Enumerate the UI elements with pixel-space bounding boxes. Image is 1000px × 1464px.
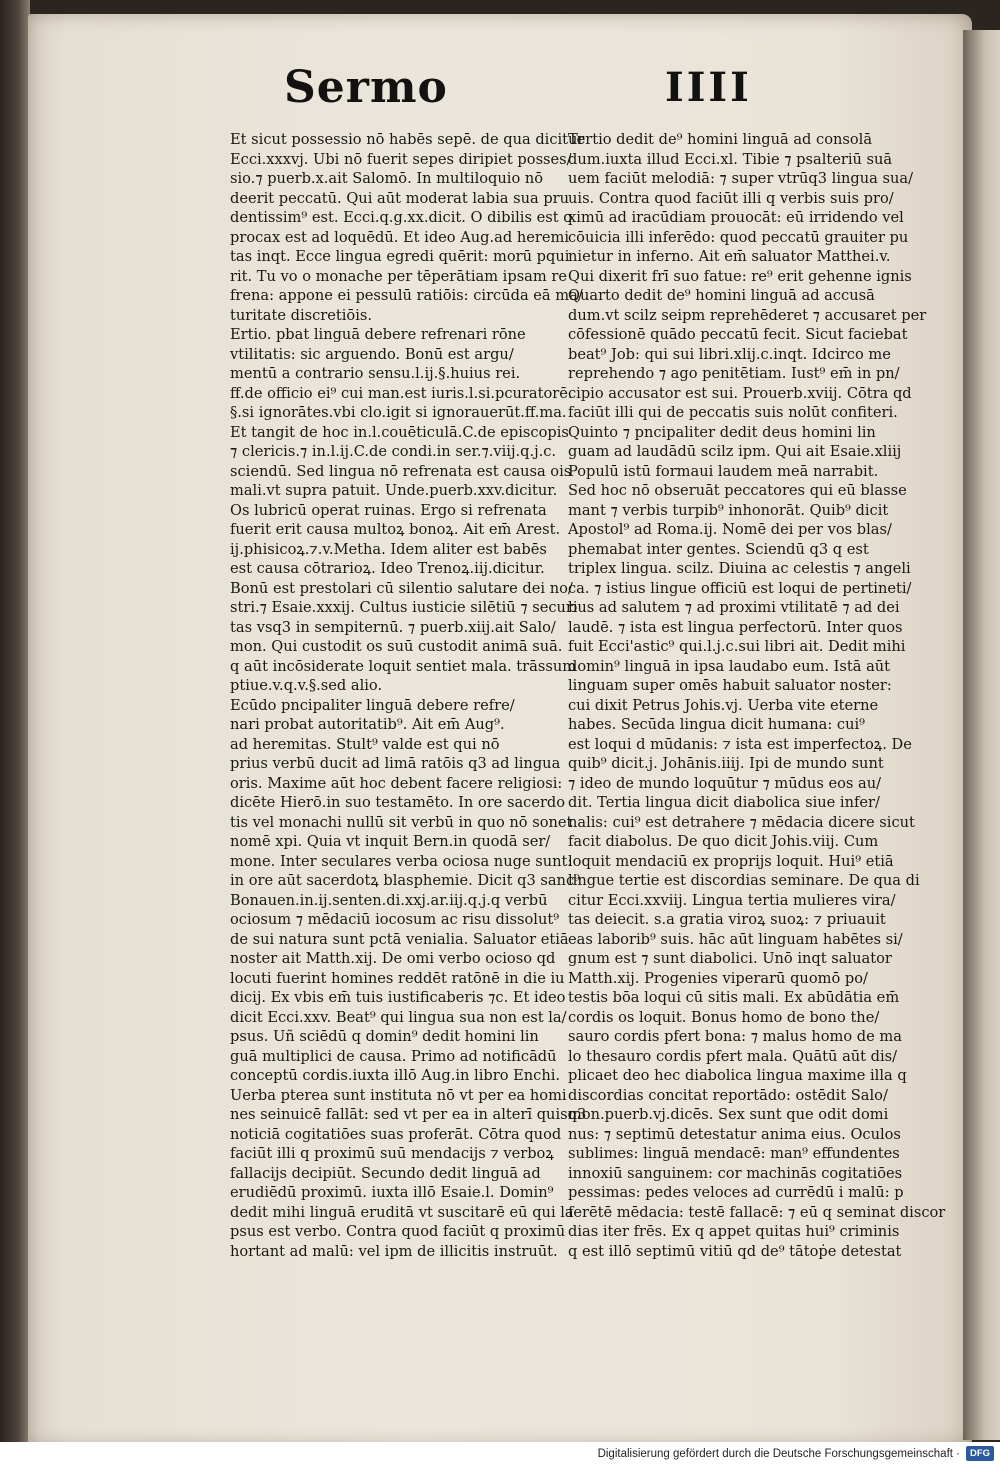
text-line: loquit mendaciū ex proprijs loquit. Hui⁹ etiā: [568, 852, 894, 870]
text-line: uem faciūt melodiā: ⁊ super vtrūq3 lingua sua/: [568, 170, 913, 187]
text-line: Bonū est prestolari cū silentio salutare dei no/: [230, 579, 573, 597]
text-line: erudiēdū proximū. iuxta illō Esaie.l. Domin⁹: [230, 1184, 554, 1201]
text-line: Sed hoc nō obseruāt peccatores qui eū blasse: [568, 482, 907, 499]
text-line: faciūt illi q proximū suū mendacijs ⁊ verboꝝ: [230, 1145, 554, 1162]
text-line: facit diabolus. De quo dicit Johis.viij. Cum: [568, 833, 879, 850]
text-column-left: [230, 130, 587, 1261]
text-line: phemabat inter gentes. Sciendū q3 q est: [568, 540, 869, 558]
text-line: Ecci.xxxvj. Ubi nō fuerit sepes diripiet posses/: [230, 150, 572, 168]
text-line: nus: ⁊ septimū detestatur anima eius. Oculos: [568, 1125, 901, 1143]
text-line: mentū a contrario sensu.l.ij.§.huius rei.: [230, 365, 521, 382]
text-line: ff.de officio ei⁹ cui man.est iuris.l.si.pcuratorē.: [230, 384, 573, 402]
text-line: laudē. ⁊ ista est lingua perfectorū. Inter quos: [568, 618, 903, 636]
text-line: dicēte Hierō.in suo testamēto. In ore sacerdo: [230, 794, 566, 811]
text-line: cordis os loquit. Bonus homo de bono the/: [568, 1008, 880, 1026]
text-line: ximū ad iracūdiam prouocāt: eū irridendo vel: [568, 209, 904, 226]
text-line: plicaet deo hec diabolica lingua maxime illa q: [568, 1067, 907, 1084]
text-line: triplex lingua. scilz. Diuina ac celestis ⁊ angeli: [568, 560, 911, 577]
text-line: stri.⁊ Esaie.xxxij. Cultus iusticie silētiū ⁊ securi: [230, 599, 578, 616]
text-line: de sui natura sunt pctā venialia. Saluator etiā: [230, 930, 569, 948]
text-line: fuit Ecci'astic⁹ qui.l.j.c.sui libri ait. Dedit mihi: [568, 638, 906, 655]
text-line: est causa cōtrarioꝝ. Ideo Trenoꝝ.iij.dicitur.: [230, 560, 545, 577]
text-line: q aūt incōsiderate loquit sentiet mala. trāssum: [230, 657, 577, 675]
text-line: cōfessionē quādo peccatū fecit. Sicut faciebat: [568, 326, 908, 343]
text-line: dedit mihi linguā eruditā vt suscitarē eū qui la: [230, 1203, 574, 1221]
text-line: dum.iuxta illud Ecci.xl. Tibie ⁊ psalteriū suā: [568, 150, 893, 168]
text-line: sauro cordis pfert bona: ⁊ malus homo de ma: [568, 1028, 902, 1045]
text-line: q est illō septimū vitiū qd de⁹ tātoṗe detestat: [568, 1242, 902, 1260]
text-line: Os lubricū operat ruinas. Ergo si refrenata: [230, 501, 547, 519]
text-line: Ertio. pbat linguā debere refrenari rōne: [230, 326, 526, 343]
text-line: cōuicia illi inferēdo: quod peccatū grauiter pu: [568, 228, 909, 246]
binding-edge-left: [0, 0, 30, 1464]
text-line: prius verbū ducit ad limā ratōis q3 ad lingua: [230, 755, 561, 772]
running-head: Sermo: [284, 62, 448, 113]
text-line: bus ad salutem ⁊ ad proximi vtilitatē ⁊ ad dei: [568, 599, 900, 616]
text-line: tis vel monachi nullū sit verbū in quo nō sonet: [230, 813, 573, 831]
text-line: nalis: cui⁹ est detrahere ⁊ mēdacia dicere sicut: [568, 813, 915, 831]
text-line: domin⁹ linguā in ipsa laudabo eum. Istā aūt: [568, 657, 891, 675]
text-line: Quarto dedit de⁹ homini linguā ad accusā: [568, 287, 875, 304]
text-line: dicij. Ex vbis em̄ tuis iustificaberis ⁊c. Et ideo: [230, 989, 566, 1006]
text-line: Et tangit de hoc in.l.couēticulā.C.de episcopis: [230, 423, 569, 441]
text-line: linguam super omēs habuit saluator noster:: [568, 677, 892, 694]
text-line: mali.vt supra patuit. Unde.puerb.xxv.dicitur.: [230, 482, 558, 499]
text-line: Et sicut possessio nō habēs sepē. de qua dicitur: [230, 131, 585, 148]
text-line: tas inqt. Ecce lingua egredi quērit: morū pqui: [230, 248, 570, 265]
text-line: cipio accusator est sui. Prouerb.xviij. Cōtra qd: [568, 384, 912, 402]
text-line: dentissim⁹ est. Ecci.q.g.xx.dicit. O dibilis est q: [230, 209, 573, 226]
text-line: gnum est ⁊ sunt diabolici. Unō inqt saluator: [568, 950, 892, 967]
text-line: ⁊ ideo de mundo loquūtur ⁊ mūdus eos au/: [568, 774, 882, 792]
text-line: psus est verbo. Contra quod faciūt q proximū: [230, 1223, 566, 1240]
text-line: nietur in inferno. Ait em̄ saluator Matthei.v.: [568, 248, 891, 265]
text-line: est loqui d mūdanis: ⁊ ista est imperfectoꝝ. De: [568, 735, 912, 753]
binding-edge-right: [963, 30, 1000, 1440]
text-line: frena: appone ei pessulū ratiōis: circūda eā ma/: [230, 287, 583, 304]
text-line: tas vsq3 in sempiternū. ⁊ puerb.xiij.ait Salo/: [230, 618, 556, 636]
text-line: sio.⁊ puerb.x.ait Salomō. In multiloquio nō: [230, 170, 544, 187]
text-line: noster ait Matth.xij. De omi verbo ocioso qd: [230, 950, 556, 967]
text-line: dum.vt scilz seipm reprehēderet ⁊ accusaret per: [568, 306, 927, 324]
text-line: ptiue.v.q.v.§.sed alio.: [230, 677, 383, 694]
text-line: cui dixit Petrus Johis.vj. Uerba vite eterne: [568, 696, 879, 714]
text-line: Tertio dedit de⁹ homini linguā ad consolā: [568, 131, 873, 148]
text-line: sublimes: linguā mendacē: man⁹ effundentes: [568, 1145, 900, 1162]
text-line: dias iter frēs. Ex q appet quitas hui⁹ criminis: [568, 1223, 900, 1240]
text-line: oris. Maxime aūt hoc debent facere religiosi:: [230, 774, 563, 792]
text-line: citur Ecci.xxviij. Lingua tertia mulieres vira/: [568, 891, 896, 909]
text-line: Bonauen.in.ij.senten.di.xxj.ar.iij.q.j.q verbū: [230, 891, 548, 909]
funding-credit: Digitalisierung gefördert durch die Deutsche Forschungsgemeinschaft ·: [597, 1448, 960, 1460]
text-line: nomē xpi. Quia vt inquit Bern.in quodā ser/: [230, 833, 551, 850]
text-line: habes. Secūda lingua dicit humana: cui⁹: [568, 716, 865, 733]
text-line: ociosum ⁊ mēdaciū iocosum ac risu dissolut⁹: [230, 911, 560, 928]
text-line: nari probat autoritatib⁹. Ait em̄ Aug⁹.: [230, 716, 505, 733]
text-line: mant ⁊ verbis turpib⁹ inhonorāt. Quib⁹ dicit: [568, 501, 889, 519]
text-line: Uerba pterea sunt instituta nō vt per ea homi: [230, 1086, 567, 1104]
text-line: uis. Contra quod faciūt illi q verbis suis pro/: [568, 189, 894, 207]
text-line: ferētē mēdacia: testē fallacē: ⁊ eū q seminat discor: [568, 1203, 946, 1221]
text-line: procax est ad loquēdū. Et ideo Aug.ad heremi: [230, 228, 569, 246]
text-line: turitate discretiōis.: [230, 306, 373, 324]
text-line: dit. Tertia lingua dicit diabolica siue infer/: [568, 794, 880, 811]
text-line: pessimas: pedes veloces ad currēdū i malū: p: [568, 1184, 904, 1201]
text-line: hortant ad malū: vel ipm de illicitis instruūt.: [230, 1242, 558, 1260]
text-line: ij.phisicoꝝ.⁊.v.Metha. Idem aliter est babēs: [230, 540, 547, 558]
text-line: lo thesauro cordis pfert mala. Quātū aūt dis/: [568, 1047, 898, 1065]
text-line: mon.puerb.vj.dicēs. Sex sunt que odit domi: [568, 1106, 889, 1123]
text-line: vtilitatis: sic arguendo. Bonū est argu/: [230, 345, 514, 363]
text-line: lingue tertie est discordias seminare. De qua di: [568, 872, 920, 889]
text-line: Apostol⁹ ad Roma.ij. Nomē dei per vos blas/: [568, 521, 892, 538]
text-line: ca. ⁊ istius lingue officiū est loqui de pertineti/: [568, 579, 912, 597]
text-line: mone. Inter seculares verba ociosa nuge sunt:: [230, 852, 573, 870]
text-line: reprehendo ⁊ ago penitētiam. Iust⁹ em̄ in pn/: [568, 365, 900, 382]
text-line: Qui dixerit frī suo fatue: re⁹ erit gehenne ignis: [568, 267, 912, 285]
text-column-right: [568, 130, 946, 1261]
text-line: fuerit erit causa multoꝝ bonoꝝ. Ait em̄ Arest.: [230, 521, 561, 538]
text-line: faciūt illi qui de peccatis suis nolūt confiteri.: [568, 404, 898, 421]
text-line: psus. Uñ sciēdū q domin⁹ dedit homini lin: [230, 1028, 539, 1045]
text-line: deerit peccatū. Qui aūt moderat labia sua pru: [230, 189, 570, 207]
text-line: beat⁹ Job: qui sui libri.xlij.c.inqt. Idcirco me: [568, 345, 891, 363]
text-line: ⁊ clericis.⁊ in.l.ij.C.de condi.in ser.⁊.viij.q.j.c.: [230, 443, 557, 460]
text-line: guam ad laudādū scilz ipm. Qui ait Esaie.xliij: [568, 443, 902, 460]
text-line: conceptū cordis.iuxta illō Aug.in libro Enchi.: [230, 1067, 561, 1084]
text-line: innoxiū sanguinem: cor machinās cogitatiōes: [568, 1164, 903, 1182]
text-line: rit. Tu vo o monache per tēperātiam ipsam re: [230, 267, 567, 285]
text-line: eas laborib⁹ suis. hāc aūt linguam habētes si/: [568, 930, 903, 948]
text-line: Quinto ⁊ pncipaliter dedit deus homini lin: [568, 423, 876, 441]
text-line: sciendū. Sed lingua nō refrenata est causa ois: [230, 462, 572, 480]
text-line: Matth.xij. Progenies viperarū quomō po/: [568, 969, 868, 987]
footer-bar: [0, 1442, 1000, 1464]
text-line: dicit Ecci.xxv. Beat⁹ qui lingua sua non est la/: [230, 1008, 567, 1026]
text-line: §.si ignorātes.vbi clo.igit si ignorauerūt.ff.ma.: [230, 404, 567, 421]
text-line: guā multiplici de causa. Primo ad notificādū: [230, 1047, 557, 1065]
text-line: tas deiecit. s.a gratia viroꝝ suoꝝ: ⁊ priuauit: [568, 911, 886, 928]
dfg-logo-icon: DFG: [966, 1446, 994, 1461]
text-line: nes seinuicē fallāt: sed vt per ea in alterī quisq3: [230, 1106, 587, 1123]
text-line: testis bōa loqui cū sitis mali. Ex abūdātia em̄: [568, 989, 900, 1006]
text-line: mon. Qui custodit os suū custodit animā suā.: [230, 638, 563, 655]
text-line: ad heremitas. Stult⁹ valde est qui nō: [230, 735, 500, 753]
text-line: discordias concitat reportādo: ostēdit Salo/: [568, 1086, 888, 1104]
text-line: fallacijs decipiūt. Secundo dedit linguā ad: [230, 1164, 541, 1182]
folio-number: IIII: [665, 64, 752, 111]
text-line: Populū istū formaui laudem meā narrabit.: [568, 462, 879, 480]
text-line: locuti fuerint homines reddēt ratōnē in die iu: [230, 969, 565, 987]
text-line: noticiā cogitatiōes suas proferāt. Cōtra quod: [230, 1125, 562, 1143]
text-line: in ore aūt sacerdotꝝ blasphemie. Dicit q3 sanc⁹: [230, 872, 580, 889]
text-line: Ecūdo pncipaliter linguā debere refre/: [230, 696, 515, 714]
text-line: quib⁹ dicit.j. Johānis.iiij. Ipi de mundo sunt: [568, 755, 884, 772]
